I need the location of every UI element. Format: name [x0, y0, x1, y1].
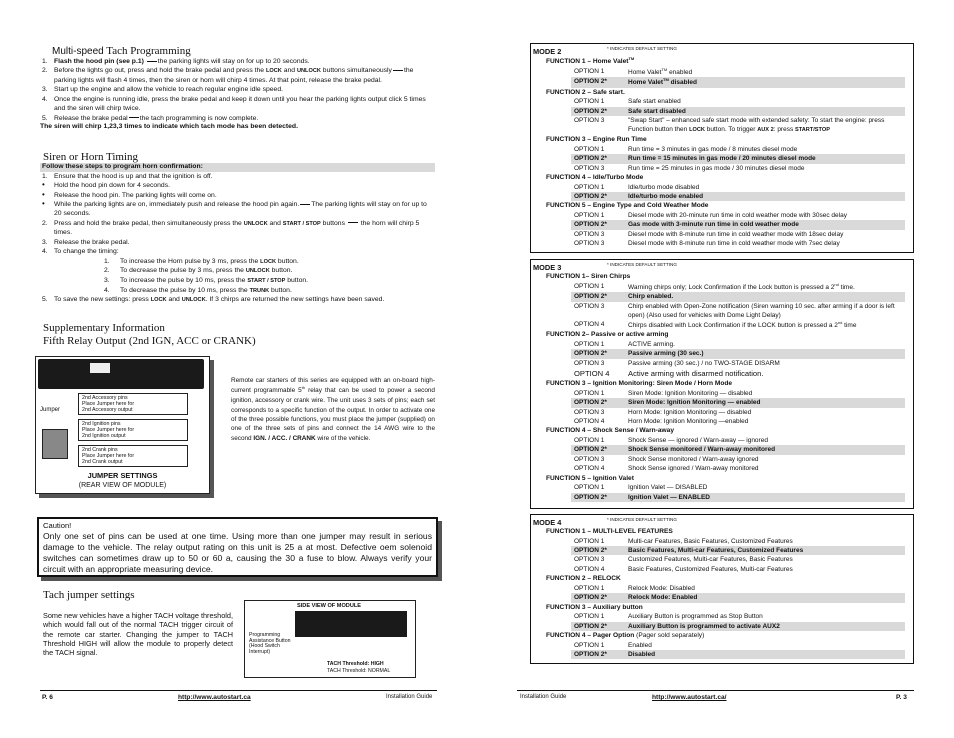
fifth-relay-description: Remote car starters of this series are equipped with an on-board high-current programmable 5th relay that can be used to power a second ignition, accessory or crank wire. The unit uses 3 sets of pins; each set corresponds to a specific function of the output. In order to activate one of the three possible functions, you must place the jumper (supplied) on one of the three sets of pins and connect the 14 AWG wire to the second IGN. / ACC. / CRANK wire of the vehicle. [231, 377, 435, 442]
supplementary-title: Supplementary Information [43, 322, 165, 334]
right-footer-url[interactable]: http://www.autostart.ca/ [652, 694, 727, 701]
ignition-pins-box: 2nd Ignition pins Place Jumper here for 2nd Ignition output [78, 419, 188, 441]
jumper-label: Jumper [40, 407, 61, 413]
tach-closing-note: The siren will chirp 1,23,3 times to indicate which tach mode has been detected. [40, 123, 435, 132]
right-footer-guide: Installation Guide [520, 694, 567, 700]
programming-button-label: Programming Assistance Button (Hood Switch Interrupt) [249, 632, 291, 656]
list-item: 3. Release the brake pedal. [42, 238, 130, 246]
siren-intro: Follow these steps to program horn confirmation: [40, 163, 435, 172]
accessory-pins-box: 2nd Accessory pins Place Jumper here for 2nd Accessory output [78, 393, 188, 415]
list-item: 4. To change the timing: [42, 248, 119, 256]
crank-pins-box: 2nd Crank pins Place Jumper here for 2nd Crank output [78, 445, 188, 467]
left-footer-guide: Installation Guide [386, 694, 433, 700]
list-item: 2. To decrease the pulse by 3 ms, press the UNLOCK button. [104, 267, 293, 275]
list-item: 5. To save the new settings: press LOCK and UNLOCK. If 3 chirps are returned the new settings have been saved. [42, 296, 385, 304]
pin-block-graphic [90, 363, 110, 373]
fifth-relay-title: Fifth Relay Output (2nd IGN, ACC or CRANK) [43, 335, 256, 347]
list-item: • Hold the hood pin down for 4 seconds. [42, 180, 171, 190]
list-item: 2. Press and hold the brake pedal, then simultaneously press the UNLOCK and START / STOP buttons the horn will chirp 5 times. [42, 219, 420, 237]
list-item: 4. To decrease the pulse by 10 ms, press the TRUNK button. [104, 286, 292, 294]
jumper-subcaption: (REAR VIEW OF MODULE) [78, 482, 167, 489]
list-item: 1. Ensure that the hood is up and that the ignition is off. [42, 172, 213, 180]
list-item: • Release the hood pin. The parking lights will come on. [42, 189, 217, 199]
left-footer-url[interactable]: http://www.autostart.ca [178, 694, 251, 701]
siren-horn-title: Siren or Horn Timing [43, 151, 139, 163]
jumper-caption: JUMPER SETTINGS [87, 471, 158, 480]
list-item: • While the parking lights are on, immediately push and release the hood pin again. The parking lights will stay on for up to 20 seconds. [42, 198, 427, 218]
jumper-graphic [42, 429, 68, 459]
tach-programming-steps [42, 57, 435, 132]
tach-jumper-title: Tach jumper settings [43, 589, 135, 601]
left-page-number: P. 6 [42, 694, 53, 701]
list-item: 1. Flash the hood pin (see p.1) the parking lights will stay on for up to 20 seconds. [42, 58, 310, 65]
mode-2-table: MODE 2 * INDICATES DEFAULT SETTING FUNCTION 1 – Home Valet™ OPTION 1 Home Valet™ enabled OPTION 2* Home Valet™ disabled FUNCTION 2 – Safe start. OPTION 1 Safe start enabled OPTION 2* Safe start disabled OPTION 3 "Swap Start" – enhanced safe start mode with extended safety: To start the engine: press Function button then LOCK button. To trigger AUX 2: press START/STOP FUNCTION 3 – Engine Run Time OPTION 1 Run time = 3 minutes in gas mode / 8 minutes diesel mode OPTION 2* Run time = 15 minutes in gas mode / 20 minutes diesel mode OPTION 3 Run time = 25 minutes in gas mode / 30 minutes diesel mode FUNCTION 4 – Idle/Turbo Mode OPTION 1 Idle/turbo mode disabled OPTION 2* Idle/turbo mode enabled FUNCTION 5 – Engine Type and Cold Weather Mode OPTION 1 Diesel mode with 20-minute run time in cold weather mode with 30sec delay OPTION 2* Gas mode with 3-minute run time in cold weather mode OPTION 3 Diesel mode with 8-minute run time in cold weather mode with 18sec delay OPTION 3 Diesel mode with 8-minute run time in cold weather mode with 7sec delay [530, 43, 914, 253]
list-item: 4. Once the engine is running idle, press the brake pedal and keep it down until you hear the parking lights output click 5 times and the siren will chirp twice. [42, 95, 426, 113]
caution-box [37, 517, 438, 577]
jumper-settings-image [35, 356, 210, 494]
tach-jumper-text: Some new vehicles have a higher TACH voltage threshold, which would fall out of the normal TACH trigger circuit of the remote car starter. Changing the jumper to TACH Threshold HIGH will allow the module to properly detect the TACH signal. [43, 611, 233, 658]
tach-programming-title: Multi-speed Tach Programming [52, 45, 191, 57]
caution-text: Only one set of pins can be used at one time. Using more than one jumper may result in serious damage to the vehicle. The relay output rating on this unit is 25 a at most. Defective oem solenoid switches can sometimes draw up to 50 or 60 a, causing the 30 a fuse to blow. Always verify your circuit with an appropriate measuring device. [43, 530, 432, 575]
module-side-graphic [295, 611, 407, 637]
mode-3-table: MODE 3 * INDICATES DEFAULT SETTING FUNCTION 1– Siren Chirps OPTION 1 Warning chirps only; Lock Confirmation if the Lock button is pressed a 2nd time. OPTION 2* Chirp enabled. OPTION 3 Chirp enabled with Open-Zone notification (Siren warning 10 sec. after arming if a door is left open) (Also used for vehicles with Dome Light Delay) OPTION 4 Chirps disabled with Lock Confirmation if the LOCK button is pressed a 2nd time FUNCTION 2– Passive or active arming OPTION 1 ACTIVE arming. OPTION 2* Passive arming (30 sec.) OPTION 3 Passive arming (30 sec.) / no TWO-STAGE DISARM OPTION 4 Active arming with disarmed notification. FUNCTION 3 – Ignition Monitoring: Siren Mode / Horn Mode OPTION 1 Siren Mode: Ignition Monitoring — disabled OPTION 2* Siren Mode: Ignition Monitoring — enabled OPTION 3 Horn Mode: Ignition Monitoring — disabled OPTION 4 Horn Mode: Ignition Monitoring —enabled FUNCTION 4 – Shock Sense / Warn-away OPTION 1 Shock Sense — ignored / Warn-away — ignored OPTION 2* Shock Sense monitored / Warn-away monitored OPTION 3 Shock Sense monitored / Warn-away ignored OPTION 4 Shock Sense ignored / Warn-away monitored FUNCTION 5 – Ignition Valet OPTION 1 Ignition Valet — DISABLED OPTION 2* Ignition Valet — ENABLED [530, 259, 914, 509]
list-item: 2. Before the lights go out, press and hold the brake pedal and press the LOCK and UNLOCK buttons simultaneously the parking lights will flash 4 times, then the siren or horn will chirp 4 times. At that point, release the brake pedal. [42, 67, 414, 85]
list-item: 5. Release the brake pedal the tach programming is now complete. [42, 114, 259, 122]
module-rear-graphic [38, 359, 204, 389]
mode-4-table: MODE 4 * INDICATES DEFAULT SETTING FUNCTION 1 – MULTI-LEVEL FEATURES OPTION 1 Multi-car Features, Basic Features, Customized Features OPTION 2* Basic Features, Multi-car Features, Customized Features OPTION 3 Customized Features, Multi-car Features, Basic Features OPTION 4 Basic Features, Customized Features, Multi-car Features FUNCTION 2 – RELOCK OPTION 1 Relock Mode: Disabled OPTION 2* Relock Mode: Enabled FUNCTION 3 – Auxiliary button OPTION 1 Auxiliary Button is programmed as Stop Button OPTION 2* Auxiliary Button is programmed to activate AUX2 FUNCTION 4 – Pager Option (Pager sold separately) OPTION 1 Enabled OPTION 2* Disabled [530, 514, 914, 664]
siren-horn-steps [42, 163, 435, 305]
caution-title: Caution! [43, 521, 72, 530]
right-page-number: P. 3 [896, 694, 907, 701]
list-item: 1. To increase the Horn pulse by 3 ms, press the LOCK button. [104, 257, 299, 265]
tach-threshold-image: SIDE VIEW OF MODULE Programming Assistance Button (Hood Switch Interrupt) TACH Threshold: HIGH TACH Threshold: NORMAL [244, 600, 416, 678]
list-item: 3. Start up the engine and allow the vehicle to reach regular engine idle speed. [42, 86, 283, 94]
list-item: 3. To increase the pulse by 10 ms, press the START / STOP button. [104, 276, 309, 284]
